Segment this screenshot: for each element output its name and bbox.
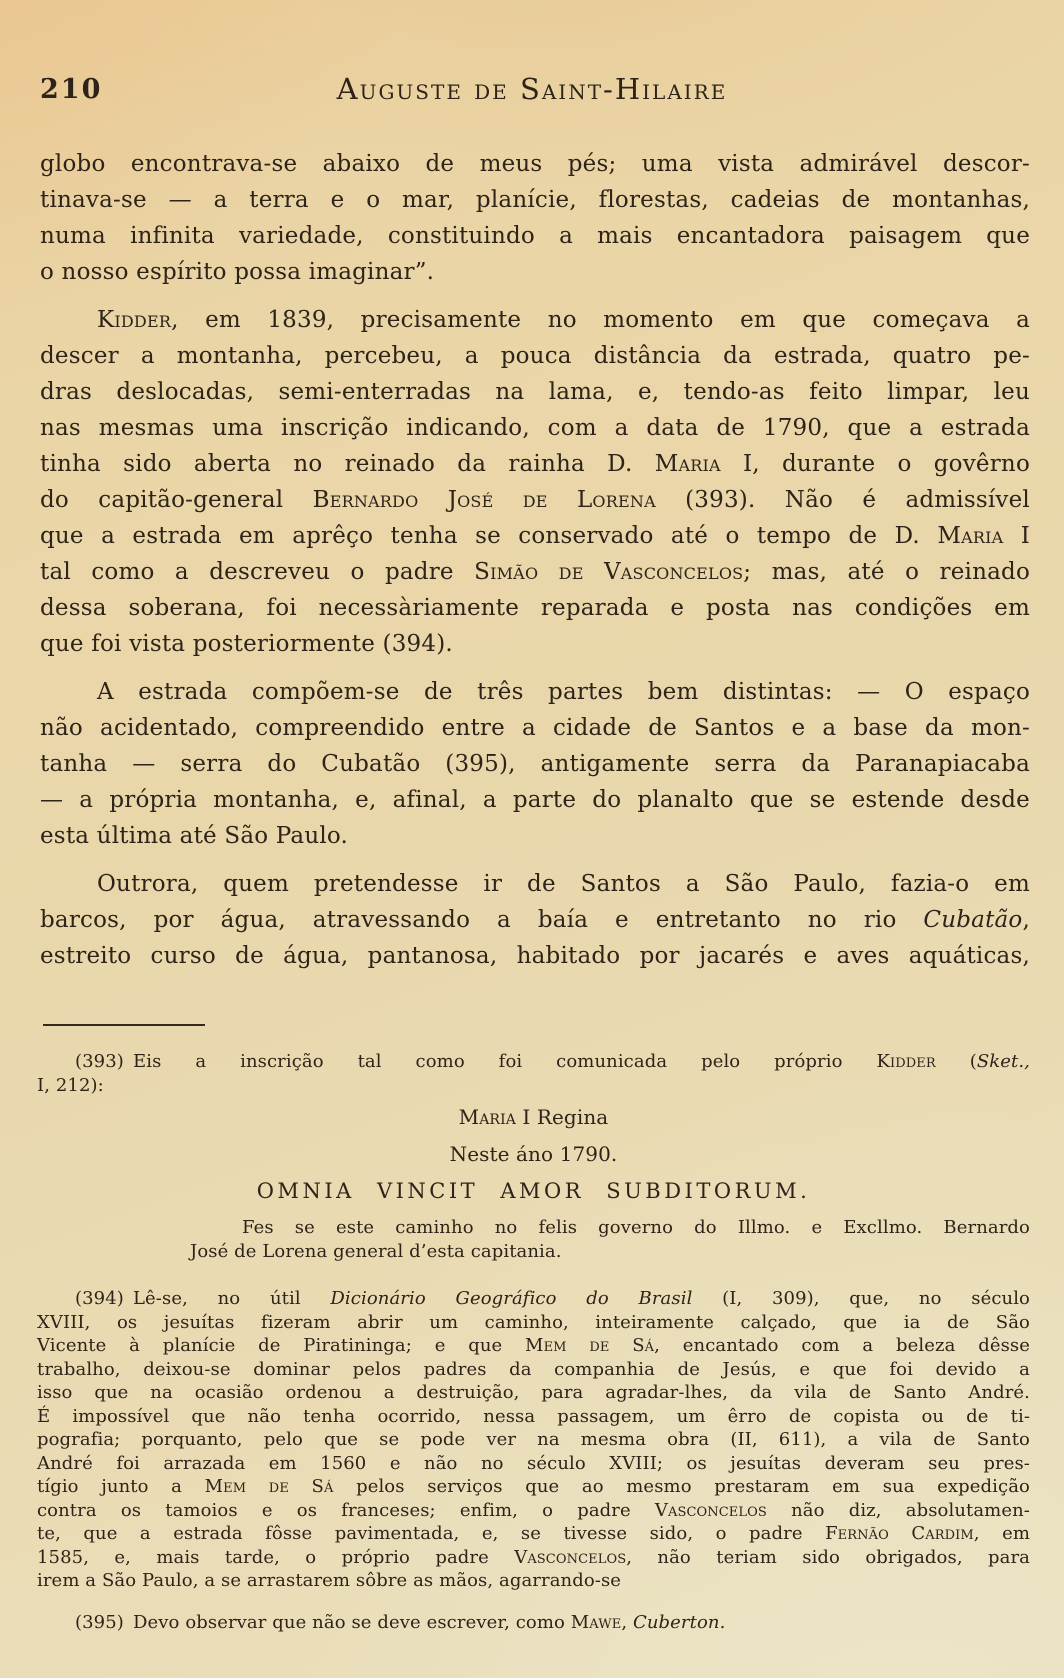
- small-caps-name: Maria: [458, 1105, 516, 1129]
- small-caps-name: Mem de Sá: [525, 1335, 655, 1356]
- small-caps-name: Kidder: [97, 307, 172, 333]
- text-run: te, que a estrada fôsse pavimentada, e, se tivesse sido, o padre: [37, 1523, 826, 1544]
- text-run: I Regina: [515, 1105, 609, 1129]
- text-line: [37, 1358, 1030, 1382]
- text-run: trabalho, deixou-se dominar pelos padres da companhia de Jesús, e que foi devido a: [37, 1358, 1030, 1380]
- small-caps-name: Kidder: [876, 1051, 936, 1072]
- text-run: , encantado com a beleza dêsse: [654, 1335, 1031, 1356]
- text-line: [40, 218, 1030, 254]
- text-line: [190, 1216, 1030, 1240]
- text-run: A estrada compõem-se de três partes bem distintas: — O espaço: [97, 679, 1030, 705]
- text-run: Fes se este caminho no felis governo do Illmo. e Excllmo. Bernardo: [242, 1217, 1030, 1238]
- text-line: [37, 1546, 1030, 1570]
- text-line: [40, 254, 1030, 290]
- text-run: o nosso espírito possa imaginar”.: [40, 259, 435, 285]
- text-run: André foi arrazada em 1560 e não no século XVIII; os jesuítas deveram seu pres-: [37, 1452, 1030, 1474]
- text-run: que a estrada em aprêço tenha se conservado até o tempo de D.: [40, 523, 938, 549]
- italic-text: Dicionário Geográfico do Brasil: [330, 1288, 693, 1309]
- text-run: dras deslocadas, semi-enterradas na lama, e, tendo-as feito limpar, leu: [40, 379, 1030, 405]
- text-run: tanha — serra do Cubatão (395), antigamente serra da Paranapiacaba: [40, 751, 1030, 777]
- text-run: É impossível que não tenha ocorrido, nessa passagem, um êrro de copista ou de ti-: [37, 1405, 1030, 1427]
- text-line: [40, 626, 1030, 662]
- text-line: [37, 1405, 1030, 1429]
- running-title: Auguste de Saint-Hilaire: [336, 72, 728, 106]
- text-run: barcos, por água, atravessando a baía e entretanto no rio: [40, 907, 924, 933]
- text-run: estreito curso de água, pantanosa, habitado por jacarés e aves aquáticas,: [40, 943, 1030, 969]
- footnotes-section: [37, 1050, 1030, 1634]
- text-run: XVIII, os jesuítas fizeram abrir um caminho, inteiramente calçado, que ia de São: [37, 1311, 1030, 1333]
- text-run: , em: [973, 1523, 1030, 1544]
- italic-text: Sket.,: [976, 1051, 1030, 1072]
- text-run: I: [1003, 523, 1031, 549]
- text-line: [40, 302, 1030, 338]
- text-line: [37, 1074, 1030, 1098]
- paragraph: [40, 866, 1030, 974]
- text-line: [40, 746, 1030, 782]
- text-line: [40, 410, 1030, 446]
- text-run: irem a São Paulo, a se arrastarem sôbre as mãos, agarrando-se: [37, 1570, 622, 1591]
- text-line: [40, 710, 1030, 746]
- text-run: Neste áno 1790.: [449, 1142, 618, 1166]
- text-line: [37, 1475, 1030, 1499]
- text-run: I, 212):: [37, 1074, 104, 1096]
- text-line: [40, 338, 1030, 374]
- text-line: [40, 938, 1030, 974]
- text-line: [37, 1611, 1030, 1635]
- text-line: [37, 1452, 1030, 1476]
- inscription-quote: [190, 1216, 1030, 1263]
- inscription-block: [37, 1099, 1030, 1210]
- text-line: [37, 1136, 1030, 1173]
- text-run: Outrora, quem pretendesse ir de Santos a São Paulo, fazia-o em: [97, 871, 1030, 897]
- text-run: (394) Lê-se, no útil: [75, 1288, 331, 1309]
- footnote-395: [37, 1611, 1030, 1635]
- page-number: 210: [40, 74, 103, 105]
- italic-text: Cubatão: [923, 907, 1023, 933]
- text-run: pelos serviços que ao mesmo prestaram em sua expedição: [333, 1476, 1030, 1497]
- small-caps-name: Bernardo José de Lorena: [312, 487, 656, 513]
- small-caps-name: Mem de Sá: [204, 1476, 334, 1497]
- text-line: [40, 146, 1030, 182]
- text-run: dessa soberana, foi necessàriamente reparada e posta nas condições em: [40, 595, 1030, 621]
- text-line: [37, 1311, 1030, 1335]
- text-run: numa infinita variedade, constituindo a mais encantadora paisagem que: [40, 223, 1030, 249]
- text-run: tinava-se — a terra e o mar, planície, florestas, cadeias de montanhas,: [40, 187, 1030, 213]
- text-run: , em 1839, precisamente no momento em que começava a: [171, 307, 1030, 333]
- small-caps-name: Maria: [937, 523, 1004, 549]
- text-run: descer a montanha, percebeu, a pouca distância da estrada, quatro pe-: [40, 343, 1030, 369]
- text-run: tígio junto a: [37, 1476, 205, 1497]
- text-line: [40, 782, 1030, 818]
- text-run: José de Lorena general d’esta capitania.: [190, 1240, 562, 1262]
- text-run: globo encontrava-se abaixo de meus pés; uma vista admirável descor-: [40, 151, 1030, 177]
- text-line: [37, 1334, 1030, 1358]
- footnote-separator-rule: [43, 1024, 205, 1026]
- text-line: [40, 590, 1030, 626]
- text-run: pografia; porquanto, pelo que se pode ver na mesma obra (II, 611), a vila de Santo: [37, 1429, 1030, 1450]
- text-line: [40, 182, 1030, 218]
- text-run: que foi vista posteriormente (394).: [40, 631, 453, 657]
- text-line: [37, 1050, 1030, 1074]
- paragraph: [40, 674, 1030, 854]
- text-run: ; mas, até o reinado: [743, 559, 1030, 585]
- text-line: [40, 554, 1030, 590]
- text-line: [37, 1287, 1030, 1311]
- small-caps-name: Maria: [654, 451, 721, 477]
- text-line: [40, 818, 1030, 854]
- text-line: [40, 482, 1030, 518]
- text-run: I, durante o govêrno: [720, 451, 1030, 477]
- text-run: — a própria montanha, e, afinal, a parte do planalto que se estende desde: [40, 787, 1030, 813]
- text-run: (I, 309), que, no século: [692, 1288, 1030, 1309]
- text-run: (: [935, 1051, 977, 1072]
- italic-text: Cuberton.: [632, 1611, 726, 1633]
- text-run: isso que na ocasião ordenou a destruição, para agradar-lhes, da vila de Santo André.: [37, 1382, 1030, 1403]
- footnote-393: [37, 1050, 1030, 1097]
- text-run: (393) Eis a inscrição tal como foi comunicada pelo próprio: [75, 1051, 877, 1072]
- text-line: [37, 1428, 1030, 1452]
- text-line: [37, 1522, 1030, 1546]
- text-run: (393). Não é admissível: [655, 487, 1030, 513]
- text-line: [37, 1381, 1030, 1405]
- small-caps-name: Simão de Vasconcelos: [474, 559, 744, 585]
- text-run: ,: [621, 1611, 633, 1633]
- text-run: tal como a descreveu o padre: [40, 559, 475, 585]
- running-header: [0, 72, 1064, 114]
- text-line: [40, 374, 1030, 410]
- text-run: , não teriam sido obrigados, para: [626, 1546, 1030, 1568]
- text-line: [40, 446, 1030, 482]
- text-line: [40, 866, 1030, 902]
- text-line: [190, 1240, 1030, 1264]
- small-caps-name: Vasconcelos: [514, 1546, 627, 1568]
- text-run: 1585, e, mais tarde, o próprio padre: [37, 1546, 515, 1568]
- text-run: tinha sido aberta no reinado da rainha D.: [40, 451, 655, 477]
- text-run: esta última até São Paulo.: [40, 823, 349, 849]
- text-run: nas mesmas uma inscrição indicando, com a data de 1790, que a estrada: [40, 415, 1030, 441]
- text-line: [37, 1499, 1030, 1523]
- text-run: ,: [1022, 907, 1030, 933]
- text-line: [37, 1569, 1030, 1593]
- small-caps-name: Vasconcelos: [654, 1499, 767, 1521]
- paragraph: [40, 146, 1030, 290]
- text-line: [40, 902, 1030, 938]
- text-run: (395) Devo observar que não se deve escrever, como: [75, 1611, 571, 1633]
- text-run: não diz, absolutamen-: [766, 1499, 1030, 1521]
- text-run: OMNIA VINCIT AMOR SUBDITORUM.: [256, 1179, 811, 1203]
- body-text: [40, 146, 1030, 974]
- text-line: [40, 674, 1030, 710]
- paragraph: [40, 302, 1030, 662]
- text-run: não acidentado, compreendido entre a cidade de Santos e a base da mon-: [40, 715, 1030, 741]
- text-run: contra os tamoios e os franceses; enfim, o padre: [37, 1499, 655, 1521]
- footnote-394: [37, 1287, 1030, 1593]
- small-caps-name: Fernão Cardim: [825, 1523, 974, 1544]
- small-caps-name: Mawe: [570, 1611, 622, 1633]
- text-line: [37, 1099, 1030, 1136]
- text-line: [40, 518, 1030, 554]
- text-run: do capitão-general: [40, 487, 313, 513]
- text-line: [37, 1173, 1030, 1210]
- text-run: Vicente à planície de Piratininga; e que: [37, 1335, 526, 1356]
